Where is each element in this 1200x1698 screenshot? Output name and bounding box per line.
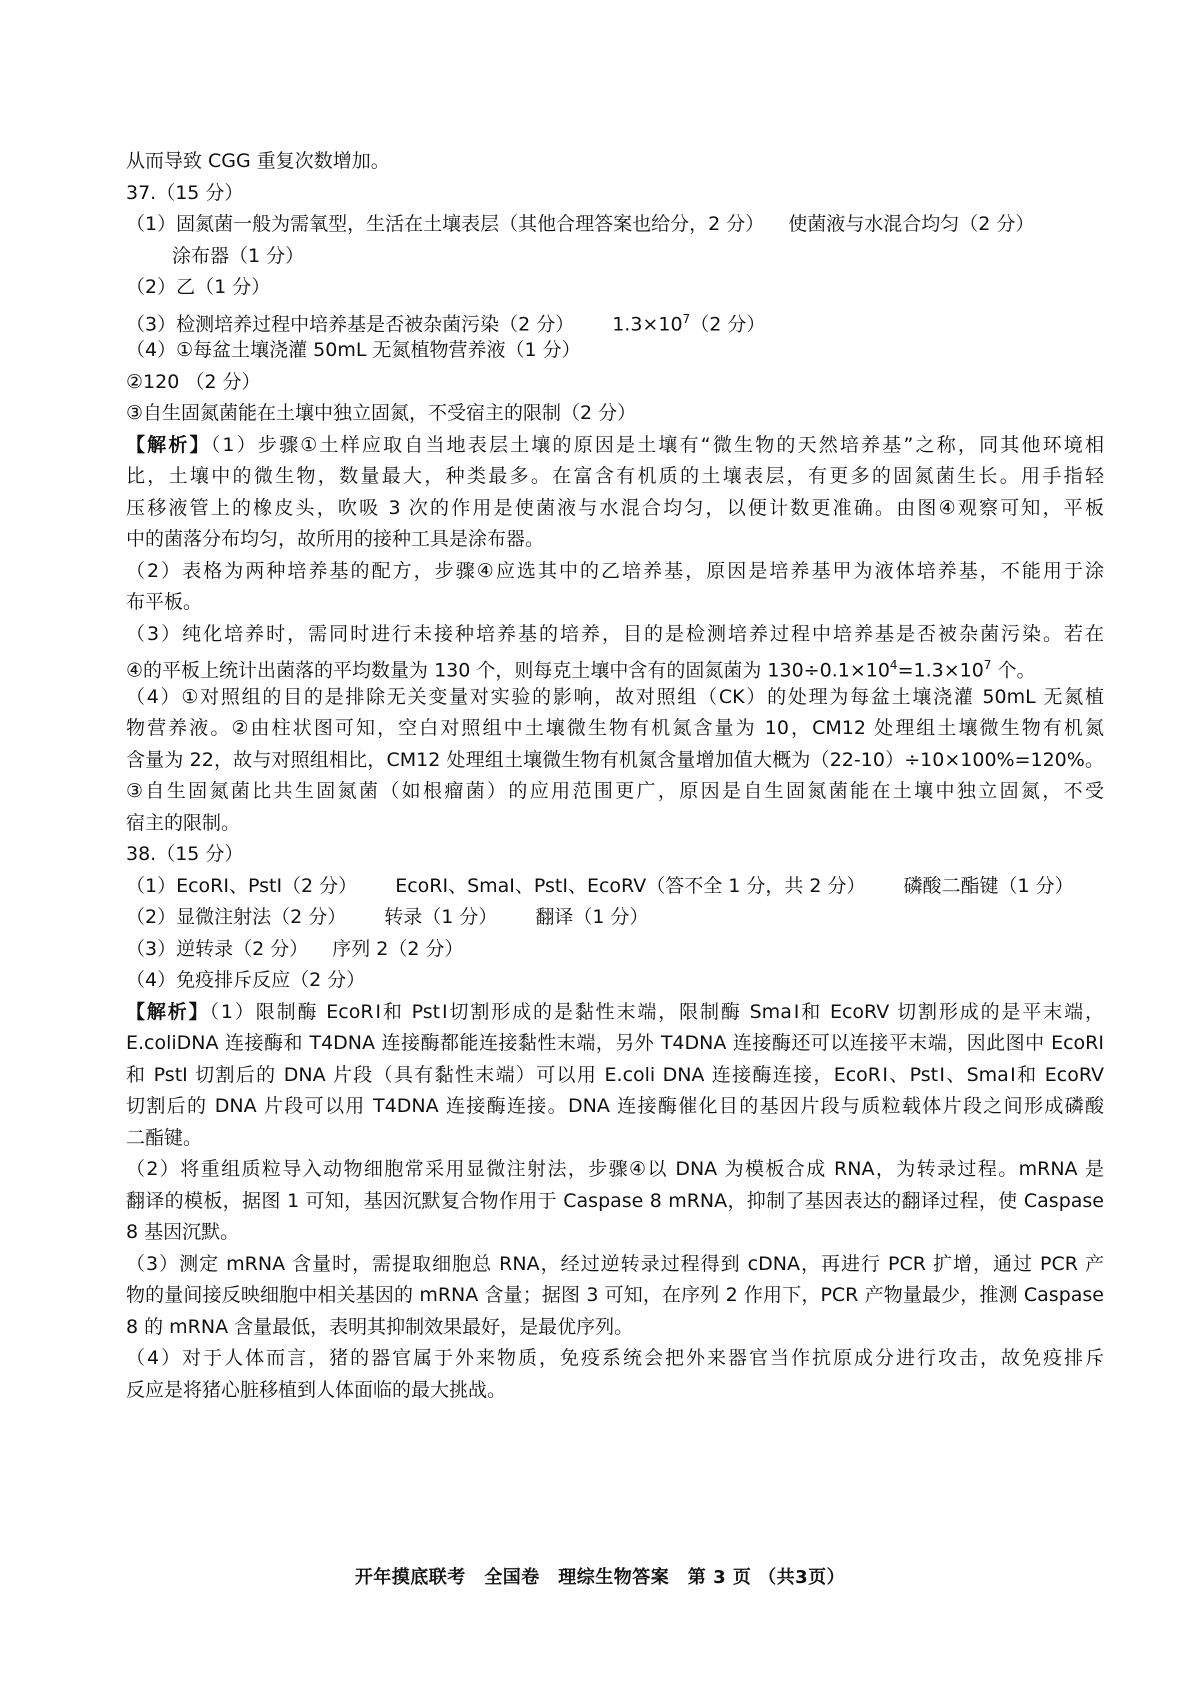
q37-analysis-line: 含量为 22，故与对照组相比，CM12 处理组土壤微生物有机氮含量增加值大概为（22-10）÷10×100%=120%。 bbox=[126, 748, 1104, 771]
q38-answer-2-part1: （2）显微注射法（2 分） bbox=[126, 906, 347, 928]
q38-answer-3 bbox=[126, 934, 1104, 966]
q38-analysis-line: 二酯键。 bbox=[126, 1126, 203, 1149]
q37-analysis-label: 【解析】 bbox=[126, 433, 211, 456]
q37-answer-3-exp: 7 bbox=[682, 311, 691, 326]
q38-analysis-line: 翻译的模板，据图 1 可知，基因沉默复合物作用于 Caspase 8 mRNA，抑制了基因表达的翻译过程，使 Caspase bbox=[126, 1189, 1104, 1212]
q38-answer-1 bbox=[126, 871, 1104, 903]
q38-answer-2-part3: 翻译（1 分） bbox=[535, 906, 649, 928]
q37-analysis-calc-exp1: 4 bbox=[889, 658, 898, 672]
q36-tail-line: 从而导致 CGG 重复次数增加。 bbox=[126, 150, 390, 172]
q38-analysis-line: 反应是将猪心脏移植到人体面临的最大挑战。 bbox=[126, 1378, 507, 1401]
q38-analysis-line bbox=[126, 997, 1104, 1029]
q38-answer-2-part2: 转录（1 分） bbox=[384, 906, 498, 928]
q37-analysis-line: 比，土壤中的微生物，数量最大，种类最多。在富含有机质的土壤表层，有更多的固氮菌生长。用手指轻 bbox=[126, 465, 1104, 487]
q37-header: 37.（15 分） bbox=[126, 181, 244, 204]
q37-analysis-line: 中的菌落分布均匀，故所用的接种工具是涂布器。 bbox=[126, 528, 545, 550]
q37-analysis-line-calc bbox=[126, 650, 1104, 682]
q37-answer-1-cont: 涂布器（1 分） bbox=[172, 244, 305, 267]
q38-answer-1-part1: （1）EcoRI、PstI（2 分） bbox=[126, 874, 358, 897]
q37-analysis-text: （1）步骤①土样应取自当地表层土壤的原因是土壤有“微生物的天然培养基”之称，同其他环境相 bbox=[210, 433, 1104, 456]
q38-analysis-line: （2）将重组质粒导入动物细胞常采用显微注射法，步骤④以 DNA 为模板合成 RNA，为转录过程。mRNA 是 bbox=[126, 1158, 1104, 1180]
q37-answer-3 bbox=[126, 304, 1104, 336]
answer-content bbox=[126, 146, 1104, 1406]
q37-answer-3-value: 1.3×10 bbox=[612, 312, 683, 335]
q37-answer-3-part1: （3）检测培养过程中培养基是否被杂菌污染（2 分） bbox=[126, 312, 575, 335]
q38-answer-3-part1: （3）逆转录（2 分） bbox=[126, 937, 309, 960]
q38-answer-1-part3: 磷酸二酯键（1 分） bbox=[903, 874, 1074, 897]
q37-answer-1 bbox=[126, 209, 1104, 241]
q38-header: 38.（15 分） bbox=[126, 843, 244, 865]
q38-answer-3-part2: 序列 2（2 分） bbox=[332, 937, 464, 960]
q37-analysis-line: 宿主的限制。 bbox=[126, 811, 241, 834]
q38-analysis-line: 8 基因沉默。 bbox=[126, 1221, 240, 1243]
q38-analysis-line: （4）对于人体而言，猪的器官属于外来物质，免疫系统会把外来器官当作抗原成分进行攻击，故免疫排斥 bbox=[126, 1347, 1104, 1369]
q37-answer-4-3: ③自生固氮菌能在土壤中独立固氮，不受宿主的限制（2 分） bbox=[126, 402, 637, 424]
q37-answer-1-part2: 使菌液与水混合均匀（2 分） bbox=[788, 213, 1035, 235]
q37-answer-1-part1: （1）固氮菌一般为需氧型，生活在土壤表层（其他合理答案也给分，2 分） bbox=[126, 213, 765, 235]
q37-analysis-calc-exp2: 7 bbox=[983, 658, 992, 672]
q38-analysis-line: 和 PstI 切割后的 DNA 片段（具有黏性末端）可以用 E.coli DNA 连接酶连接，EcoRⅠ、PstⅠ、SmaⅠ和 EcoRV bbox=[126, 1063, 1104, 1086]
q38-answer-1-part2: EcoRI、SmaI、PstⅠ、EcoRV（答不全 1 分，共 2 分） bbox=[395, 874, 866, 897]
q38-analysis-line: E.coliDNA 连接酶和 T4DNA 连接酶都能连接黏性末端，另外 T4DNA 连接酶还可以连接平末端，因此图中 EcoRI bbox=[126, 1032, 1104, 1054]
q37-analysis-calc-c: 个。 bbox=[991, 659, 1036, 682]
q37-answer-2: （2）乙（1 分） bbox=[126, 276, 271, 298]
q37-analysis-line: 物营养液。②由柱状图可知，空白对照组中土壤微生物有机氮含量为 10，CM12 处理组土壤微生物有机氮 bbox=[126, 717, 1104, 739]
q38-analysis-line: （3）测定 mRNA 含量时，需提取细胞总 RNA，经过逆转录过程得到 cDNA，再进行 PCR 扩增，通过 PCR 产 bbox=[126, 1252, 1104, 1275]
page-footer: 开年摸底联考 全国卷 理综生物答案 第 3 页 （共3页） bbox=[354, 1567, 846, 1588]
q38-answer-4: （4）免疫排斥反应（2 分） bbox=[126, 969, 366, 991]
q38-analysis-line: 物的量间接反映细胞中相关基因的 mRNA 含量；据图 3 可知，在序列 2 作用下，PCR 产物量最少，推测 Caspase bbox=[126, 1284, 1104, 1306]
q37-analysis-line: 压移液管上的橡皮头，吹吸 3 次的作用是使菌液与水混合均匀，以便计数更准确。由图④观察可知，平板 bbox=[126, 496, 1104, 519]
q37-analysis-line: （3）纯化培养时，需同时进行未接种培养基的培养，目的是检测培养过程中培养基是否被杂菌污染。若在 bbox=[126, 622, 1104, 645]
q37-analysis-calc-b: =1.3×10 bbox=[897, 659, 984, 682]
q38-analysis-text: （1）限制酶 EcoRⅠ和 PstⅠ切割形成的是黏性末端，限制酶 SmaⅠ和 EcoRV 切割形成的是平末端， bbox=[209, 1000, 1104, 1023]
q37-analysis-line: 布平板。 bbox=[126, 591, 203, 613]
q37-answer-4-2: ②120 （2 分） bbox=[126, 370, 261, 393]
q37-analysis-line bbox=[126, 430, 1104, 462]
q37-analysis-line: （4）①对照组的目的是排除无关变量对实验的影响，故对照组（CK）的处理为每盆土壤浇灌 50mL 无氮植 bbox=[126, 685, 1104, 708]
q38-analysis-line: 8 的 mRNA 含量最低，表明其抑制效果最好，是最优序列。 bbox=[126, 1315, 634, 1338]
q38-analysis-line: 切割后的 DNA 片段可以用 T4DNA 连接酶连接。DNA 连接酶催化目的基因片段与质粒载体片段之间形成磷酸 bbox=[126, 1095, 1104, 1117]
q37-answer-4-1: （4）①每盆土壤浇灌 50mL 无氮植物营养液（1 分） bbox=[126, 339, 581, 361]
q37-analysis-line: ③自生固氮菌比共生固氮菌（如根瘤菌）的应用范围更广，原因是自生固氮菌能在土壤中独立固氮，不受 bbox=[126, 780, 1104, 802]
q38-answer-2 bbox=[126, 902, 1104, 934]
q38-analysis-label: 【解析】 bbox=[126, 1000, 210, 1023]
q37-analysis-calc-a: ④的平板上统计出菌落的平均数量为 130 个，则每克土壤中含有的固氮菌为 130÷0.1×10 bbox=[126, 659, 890, 682]
q37-analysis-line: （2）表格为两种培养基的配方，步骤④应选其中的乙培养基，原因是培养基甲为液体培养基，不能用于涂 bbox=[126, 559, 1104, 582]
q37-answer-3-score: （2 分） bbox=[690, 312, 766, 335]
